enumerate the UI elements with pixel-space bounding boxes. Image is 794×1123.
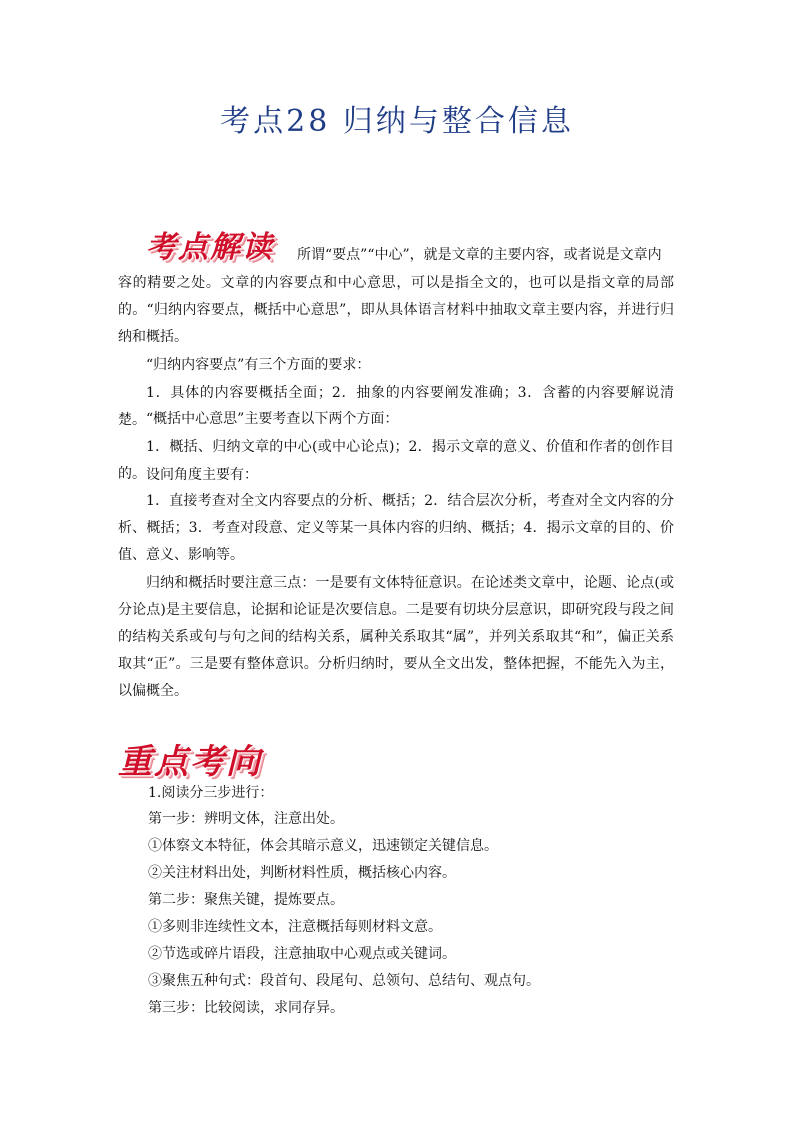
step-line: ②节选或碎片语段，注意抽取中心观点或关键词。 bbox=[148, 946, 456, 962]
section-heading-kaodianjiedu: 考点解读 bbox=[146, 230, 274, 265]
step-line: 第三步：比较阅读，求同存异。 bbox=[148, 1000, 344, 1016]
step-line: 第二步：聚焦关键，提炼要点。 bbox=[148, 892, 344, 908]
question-angle-list: 1．直接考查对全文内容要点的分析、概括；2．结合层次分析，考查对全文内容的分析、概括；3．考查对段意、定义等某一具体内容的归纳、概括；4．揭示文章的目的、价值、意义、影响等。 bbox=[118, 493, 674, 563]
central-idea-list: 1．概括、归纳文章的中心(或中心论点)；2．揭示文章的意义、价值和作者的创作目的。 bbox=[118, 439, 674, 482]
step-line: ②关注材料出处，判断材料性质，概括核心内容。 bbox=[148, 865, 456, 881]
step-line: ①多则非连续性文本，注意概括每则材料文意。 bbox=[148, 919, 442, 935]
central-idea-title: “概括中心意思”主要考查以下两个方面： bbox=[146, 411, 399, 427]
page-title: 考点28 归纳与整合信息 bbox=[220, 104, 574, 139]
requirements-list: 1．具体的内容要概括全面；2．抽象的内容要阐发准确；3．含蓄的内容要解说清楚。 bbox=[118, 385, 674, 428]
step-line: 第一步：辨明文体，注意出处。 bbox=[148, 811, 344, 827]
step-line: ①体察文本特征，体会其暗示意义，迅速锁定关键信息。 bbox=[148, 838, 498, 854]
section-heading-zhongdiankaoxiang: 重点考向 bbox=[118, 742, 262, 782]
summary-notes-paragraph: 归纳和概括时要注意三点：一是要有文体特征意识。在论述类文章中，论题、论点(或分论点)是主要信息，论据和论证是次要信息。二是要有切块分层意识，即研究段与段之间的结构关系或句与句之间的结构关系，属种关系取其“属”，并列关系取其“和”，偏正关系取其“正”。三是要有整体意识。分析归纳时，要从全文出发，整体把握，不能先入为主，以偏概全。 bbox=[118, 575, 674, 699]
question-angle-title: 设问角度主要有： bbox=[146, 467, 258, 483]
requirements-title: “归纳内容要点”有三个方面的要求： bbox=[146, 357, 371, 373]
step-line: 1.阅读分三步进行： bbox=[148, 785, 274, 801]
step-line: ③聚焦五种句式：段首句、段尾句、总领句、总结句、观点句。 bbox=[148, 973, 540, 989]
intro-paragraph: 容的精要之处。文章的内容要点和中心意思，可以是指全文的，也可以是指文章的局部的。“归纳内容要点，概括中心意思”，即从具体语言材料中抽取文章主要内容，并进行归纳和概括。 bbox=[118, 275, 674, 345]
intro-first-line: 所谓“要点”“中心”，就是文章的主要内容，或者说是文章内 bbox=[297, 247, 662, 263]
